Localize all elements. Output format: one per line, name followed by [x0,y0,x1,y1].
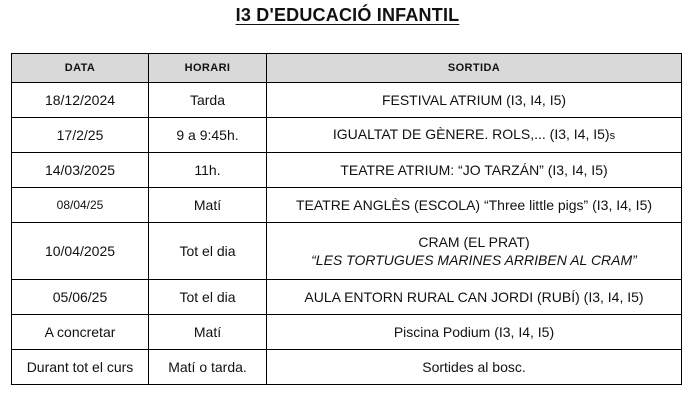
cell-activity: Sortides al bosc. [267,350,682,385]
cell-time: Tot el dia [149,223,267,280]
cell-date: Durant tot el curs [12,350,149,385]
cell-date: A concretar [12,315,149,350]
table-row [12,83,682,118]
cell-activity: TEATRE ANGLÈS (ESCOLA) “Three little pigs” (I3, I4, I5) [267,188,682,223]
activity-text: CRAM (EL PRAT) [418,234,530,250]
cell-date: 10/04/2025 [12,223,149,280]
header-date: DATA [12,54,149,83]
table-row [12,315,682,350]
cell-time: Tarda [149,83,267,118]
activity-subtitle: “LES TORTUGUES MARINES ARRIBEN AL CRAM” [311,252,637,268]
header-activity: SORTIDA [267,54,682,83]
table-row [12,188,682,223]
cell-date: 18/12/2024 [12,83,149,118]
table-row [12,350,682,385]
cell-activity: FESTIVAL ATRIUM (I3, I4, I5) [267,83,682,118]
cell-date: 14/03/2025 [12,153,149,188]
table-row [12,153,682,188]
table-row [12,223,682,280]
activity-text: IGUALTAT DE GÈNERE. ROLS,... (I3, I4, I5) [332,126,610,142]
cell-activity: Piscina Podium (I3, I4, I5) [267,315,682,350]
cell-activity [267,223,682,280]
cell-date: 08/04/25 [12,188,149,223]
activity-suffix: s [609,130,616,142]
page-title: I3 D'EDUCACIÓ INFANTIL [235,5,460,25]
cell-time: 11h. [149,153,267,188]
cell-time: 9 a 9:45h. [149,118,267,153]
table-row [12,118,682,153]
table-header-row [12,54,682,83]
cell-time: Matí [149,315,267,350]
cell-time: Tot el dia [149,280,267,315]
cell-time: Matí [149,188,267,223]
table-row [12,280,682,315]
header-time: HORARI [149,54,267,83]
cell-activity [267,118,682,153]
outings-table [11,53,682,385]
cell-activity: AULA ENTORN RURAL CAN JORDI (RUBÍ) (I3, I4, I5) [267,280,682,315]
cell-date: 17/2/25 [12,118,149,153]
cell-activity: TEATRE ATRIUM: “JO TARZÁN” (I3, I4, I5) [267,153,682,188]
cell-date: 05/06/25 [12,280,149,315]
cell-time: Matí o tarda. [149,350,267,385]
